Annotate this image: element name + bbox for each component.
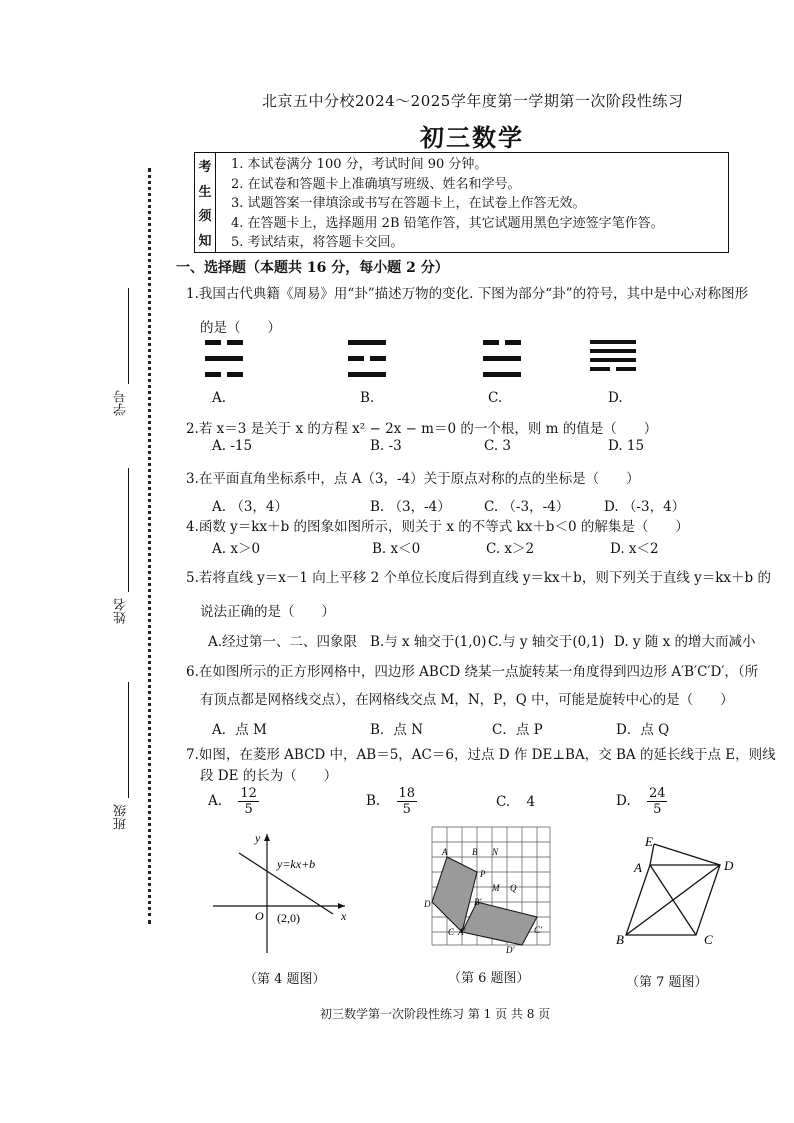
q3-option-a[interactable]: A. （3，4） xyxy=(212,499,289,515)
x-axis-label: x xyxy=(341,909,347,923)
q1-option-b[interactable]: B. xyxy=(360,390,375,406)
q2-option-c[interactable]: C. 3 xyxy=(484,438,512,454)
fig7-label: E xyxy=(645,834,653,849)
exam-notice-box xyxy=(194,152,729,253)
option-value: 4 xyxy=(526,794,536,810)
q7-stem: 7.如图，在菱形 ABCD 中，AB＝5，AC＝6，过点 D 作 DE⊥BA，交 BA 的延长线于点 E，则线 xyxy=(186,747,776,763)
fig6-label: N xyxy=(492,847,499,857)
gua-symbol-a xyxy=(205,340,243,380)
segment-de xyxy=(654,844,720,865)
fig7-label: D xyxy=(724,858,734,873)
notice-item: 4. 在答题卡上，选择题用 2B 铅笔作答，其它试题用黑色字迹签字笔作答。 xyxy=(231,215,664,231)
q5-option-b[interactable]: B.与 x 轴交于(1,0) xyxy=(370,634,487,650)
fig4-graph xyxy=(205,828,355,958)
q1-stem: 1.我国古代典籍《周易》用“卦”描述万物的变化. 下图为部分“卦”的符号，其中是中心对称图形 xyxy=(186,286,749,302)
gua-symbol-b xyxy=(348,340,386,380)
q7-option-d[interactable] xyxy=(616,786,667,817)
q4-option-a[interactable]: A. x＞0 xyxy=(212,541,261,557)
q5-stem-line2: 说法正确的是（ ） xyxy=(200,604,335,620)
option-label: A. xyxy=(208,793,223,809)
fig7-label: C xyxy=(704,932,713,947)
gua-symbol-d xyxy=(590,340,636,380)
q2-option-b[interactable]: B. -3 xyxy=(370,438,402,454)
q1-stem-line2: 的是（ ） xyxy=(200,320,281,336)
school-title: 北京五中分校2024～2025学年度第一学期第一次阶段性练习 xyxy=(262,92,684,110)
diagonal-ac xyxy=(650,865,696,935)
gua-symbol-c xyxy=(483,340,521,380)
class-blank[interactable] xyxy=(128,682,129,798)
q3-option-c[interactable]: C. （-3，-4） xyxy=(484,499,570,515)
notice-item: 5. 考试结束，将答题卡交回。 xyxy=(231,235,404,250)
fig7-caption: （第 7 题图） xyxy=(626,975,708,990)
q7-option-b[interactable] xyxy=(366,786,417,817)
q1-option-d[interactable]: D. xyxy=(608,390,623,406)
page-footer: 初三数学第一次阶段性练习 第 1 页 共 8 页 xyxy=(320,1007,551,1021)
q5-option-c[interactable]: C.与 y 轴交于(0,1) xyxy=(488,634,605,650)
q6-stem: 6.在如图所示的正方形网格中，四边形 ABCD 绕某一点旋转某一角度得到四边形 A′B′C′D′，（所 xyxy=(186,664,759,680)
binding-dotted-line xyxy=(148,168,151,924)
q2-option-a[interactable]: A. -15 xyxy=(212,438,253,454)
fig6-label: A xyxy=(442,847,448,857)
name-blank[interactable] xyxy=(128,468,129,592)
q2-option-d[interactable]: D. 15 xyxy=(608,438,645,454)
fig6-label: C′ xyxy=(534,925,542,935)
q4-option-d[interactable]: D. x＜2 xyxy=(610,541,659,557)
intercept-label: (2,0) xyxy=(277,911,300,925)
section-title: 一、选择题（本题共 16 分，每小题 2 分） xyxy=(176,260,449,276)
q2-stem: 2.若 x＝3 是关于 x 的方程 x² − 2x − m＝0 的一个根，则 m 的值是（ ） xyxy=(186,421,658,437)
q1-option-a[interactable]: A. xyxy=(212,390,227,406)
fig7-label: B xyxy=(616,932,624,947)
class-label: 班级 xyxy=(114,804,129,830)
q6-option-c[interactable]: C．点 P xyxy=(492,722,543,738)
quad-abcd-prime xyxy=(462,902,537,945)
q7-stem-line2: 段 DE 的长为（ ） xyxy=(200,768,338,784)
fig6-label: B xyxy=(472,847,478,857)
q6-option-d[interactable]: D．点 Q xyxy=(616,722,670,738)
y-axis-label: y xyxy=(255,831,261,845)
fig4-caption: （第 4 题图） xyxy=(244,972,326,987)
option-label: B. xyxy=(366,793,381,809)
fig6-label: P xyxy=(480,869,486,879)
fig6-caption: （第 6 题图） xyxy=(448,971,530,986)
notice-side-char: 须 xyxy=(198,209,212,225)
q6-option-b[interactable]: B．点 N xyxy=(370,722,424,738)
q6-stem-line2: 有顶点都是网格线交点），在网格线交点 M，N，P，Q 中，可能是旋转中心的是（ ） xyxy=(200,692,734,708)
q6-option-a[interactable]: A．点 M xyxy=(212,722,267,738)
q7-option-c[interactable] xyxy=(496,794,535,810)
fig7-rhombus xyxy=(612,830,742,950)
subject-title: 初三数学 xyxy=(420,123,524,152)
q3-option-b[interactable]: B. （3，-4） xyxy=(370,499,451,515)
notice-item: 3. 试题答案一律填涂或书写在答题卡上，在试卷上作答无效。 xyxy=(231,196,586,211)
notice-side-char: 考 xyxy=(198,159,212,175)
student-no-blank[interactable] xyxy=(128,288,129,384)
fraction-numerator: 24 xyxy=(648,786,666,801)
fig7-label: A xyxy=(634,860,642,875)
q1-option-c[interactable]: C. xyxy=(488,390,503,406)
notice-item: 2. 在试卷和答题卡上准确填写班级、姓名和学号。 xyxy=(231,176,521,192)
function-label: y=kx+b xyxy=(277,857,316,871)
name-label: 姓名 xyxy=(114,598,129,624)
q3-stem: 3.在平面直角坐标系中，点 A（3，-4）关于原点对称的点的坐标是（ ） xyxy=(186,471,640,487)
q3-option-d[interactable]: D. （-3，4） xyxy=(604,499,686,515)
fraction-denominator: 5 xyxy=(244,802,253,817)
fraction xyxy=(647,786,668,817)
fig6-label: D′ xyxy=(506,945,515,955)
fig6-label: B′ xyxy=(474,897,482,907)
fraction-numerator: 18 xyxy=(398,786,416,801)
fraction xyxy=(397,786,418,817)
fraction xyxy=(238,786,259,817)
notice-side-char: 知 xyxy=(198,234,212,250)
fraction-denominator: 5 xyxy=(653,802,662,817)
fig6-label: D xyxy=(424,899,431,909)
q4-option-b[interactable]: B. x＜0 xyxy=(372,541,421,557)
option-label: D. xyxy=(616,793,631,809)
q5-option-d[interactable]: D. y 随 x 的增大而减小 xyxy=(614,634,756,650)
q4-option-c[interactable]: C. x＞2 xyxy=(486,541,535,557)
fig6-label: Q xyxy=(510,883,517,893)
origin-label: O xyxy=(255,909,264,923)
fraction-denominator: 5 xyxy=(402,802,411,817)
student-no-label: 学号 xyxy=(114,390,129,416)
fraction-numerator: 12 xyxy=(240,786,257,801)
q7-option-a[interactable] xyxy=(208,786,259,817)
q4-stem: 4.函数 y＝kx＋b 的图象如图所示，则关于 x 的不等式 kx＋b＜0 的解集是（ ） xyxy=(186,519,689,535)
q5-option-a[interactable]: A.经过第一、二、四象限 xyxy=(208,634,358,650)
q5-stem: 5.若将直线 y＝x－1 向上平移 2 个单位长度后得到直线 y＝kx＋b，则下列关于直线 y＝kx＋b 的 xyxy=(186,570,771,586)
notice-side-label xyxy=(195,153,216,252)
fig6-label: A′ xyxy=(458,927,466,937)
notice-items xyxy=(231,155,664,253)
option-label: C. xyxy=(496,794,511,810)
y-axis-arrow xyxy=(264,834,270,841)
fig6-label: M xyxy=(492,883,500,893)
notice-side-char: 生 xyxy=(198,184,212,200)
fig6-label: C xyxy=(448,927,455,937)
notice-item: 1. 本试卷满分 100 分，考试时间 90 分钟。 xyxy=(231,157,488,172)
fig6-grid xyxy=(424,825,555,955)
